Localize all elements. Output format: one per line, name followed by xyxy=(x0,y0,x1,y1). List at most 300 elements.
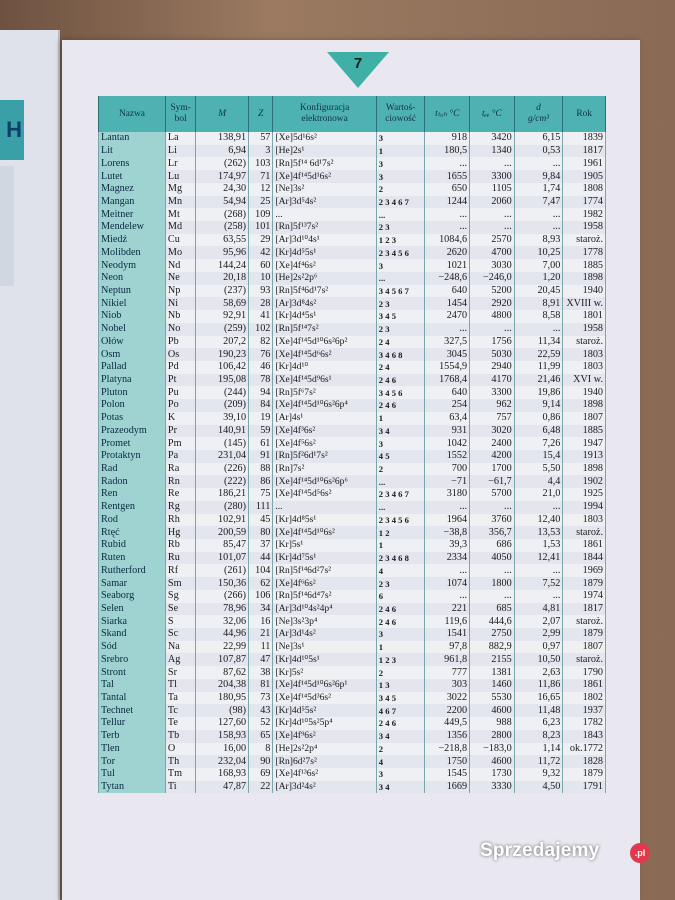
row-z: 45 xyxy=(249,514,273,527)
row-boiling: 1756 xyxy=(470,336,515,349)
row-melting: 63,4 xyxy=(425,412,470,425)
row-name: Tlen xyxy=(99,743,166,756)
row-year: 1803 xyxy=(563,361,606,374)
row-z: 111 xyxy=(249,501,273,514)
row-symbol: Nd xyxy=(165,259,195,272)
row-config: [Rn]5f²6d¹7s² xyxy=(273,450,376,463)
row-config: [Xe]4f¹⁴5d³6s² xyxy=(273,692,376,705)
row-config: [He]2s²2p⁶ xyxy=(273,272,376,285)
table-row xyxy=(99,628,606,641)
row-melting: 1545 xyxy=(425,768,470,781)
row-density: ... xyxy=(514,590,563,603)
row-density: ... xyxy=(514,501,563,514)
row-melting: 931 xyxy=(425,425,470,438)
row-name: Ruten xyxy=(99,552,166,565)
header-boiling: tₑₑ °C xyxy=(470,96,515,132)
row-boiling: ... xyxy=(470,323,515,336)
table-row xyxy=(99,475,606,488)
left-page-strip xyxy=(0,166,14,286)
row-valence: 2 3 xyxy=(376,577,425,590)
row-mass: 16,00 xyxy=(196,743,249,756)
row-name: Terb xyxy=(99,730,166,743)
row-density: 8,91 xyxy=(514,297,563,310)
table-header-row xyxy=(99,96,606,132)
row-density: ... xyxy=(514,564,563,577)
row-melting: 1244 xyxy=(425,196,470,209)
table-row xyxy=(99,374,606,387)
row-z: 21 xyxy=(249,628,273,641)
row-z: 29 xyxy=(249,234,273,247)
row-melting: 1042 xyxy=(425,437,470,450)
row-symbol: Rh xyxy=(165,514,195,527)
row-symbol: Sc xyxy=(165,628,195,641)
row-boiling: ... xyxy=(470,590,515,603)
row-valence: 1 2 3 xyxy=(376,234,425,247)
row-melting: 1669 xyxy=(425,781,470,794)
row-melting: 700 xyxy=(425,463,470,476)
row-melting: 119,6 xyxy=(425,615,470,628)
row-config: [Rn]5f¹⁴6d²7s² xyxy=(273,564,376,577)
row-boiling: 2800 xyxy=(470,730,515,743)
row-z: 86 xyxy=(249,475,273,488)
table-row xyxy=(99,526,606,539)
row-melting: 1541 xyxy=(425,628,470,641)
row-melting: ... xyxy=(425,501,470,514)
row-name: Pluton xyxy=(99,386,166,399)
row-symbol: Md xyxy=(165,221,195,234)
row-density: 1,14 xyxy=(514,743,563,756)
row-year: 1808 xyxy=(563,183,606,196)
row-symbol: Ta xyxy=(165,692,195,705)
row-melting: 3022 xyxy=(425,692,470,705)
row-boiling: 2155 xyxy=(470,653,515,666)
row-mass: 92,91 xyxy=(196,310,249,323)
row-density: 10,25 xyxy=(514,246,563,259)
row-config: [Rn]6d²7s² xyxy=(273,755,376,768)
row-year: 1902 xyxy=(563,475,606,488)
row-symbol: Te xyxy=(165,717,195,730)
row-config: [Kr]5s² xyxy=(273,666,376,679)
table-row xyxy=(99,603,606,616)
row-name: Tal xyxy=(99,679,166,692)
row-z: 3 xyxy=(249,145,273,158)
row-z: 75 xyxy=(249,488,273,501)
row-year: 1774 xyxy=(563,196,606,209)
row-boiling: 2400 xyxy=(470,437,515,450)
row-name: Lit xyxy=(99,145,166,158)
table-row xyxy=(99,246,606,259)
row-name: Siarka xyxy=(99,615,166,628)
row-melting: 254 xyxy=(425,399,470,412)
row-density: 16,65 xyxy=(514,692,563,705)
row-config: [Xe]4f¹⁴5d⁵6s² xyxy=(273,488,376,501)
row-mass: 180,95 xyxy=(196,692,249,705)
row-mass: 39,10 xyxy=(196,412,249,425)
row-z: 46 xyxy=(249,361,273,374)
row-boiling: 1730 xyxy=(470,768,515,781)
row-mass: 158,93 xyxy=(196,730,249,743)
row-year: 1947 xyxy=(563,437,606,450)
row-config: [Xe]4f¹⁴5d¹⁰6s²6p⁴ xyxy=(273,399,376,412)
row-z: 41 xyxy=(249,310,273,323)
row-melting: 221 xyxy=(425,603,470,616)
row-melting: −71 xyxy=(425,475,470,488)
watermark: Sprzedajemy xyxy=(480,840,600,861)
table-row xyxy=(99,348,606,361)
row-melting: 1074 xyxy=(425,577,470,590)
table-row xyxy=(99,743,606,756)
row-valence: 3 xyxy=(376,157,425,170)
row-melting: 327,5 xyxy=(425,336,470,349)
row-z: 11 xyxy=(249,641,273,654)
row-name: Tantal xyxy=(99,692,166,705)
row-symbol: Na xyxy=(165,641,195,654)
row-z: 76 xyxy=(249,348,273,361)
row-symbol: Ti xyxy=(165,781,195,794)
row-density: 8,58 xyxy=(514,310,563,323)
row-valence: 1 2 3 xyxy=(376,653,425,666)
row-boiling: 3030 xyxy=(470,259,515,272)
row-mass: 32,06 xyxy=(196,615,249,628)
row-symbol: Pt xyxy=(165,374,195,387)
row-year: 1801 xyxy=(563,310,606,323)
row-melting: 777 xyxy=(425,666,470,679)
row-boiling: 4600 xyxy=(470,755,515,768)
row-z: 62 xyxy=(249,577,273,590)
table-row xyxy=(99,272,606,285)
row-valence: 2 3 4 6 7 xyxy=(376,488,425,501)
row-z: 71 xyxy=(249,170,273,183)
row-melting: 1552 xyxy=(425,450,470,463)
row-boiling: −246,0 xyxy=(470,272,515,285)
row-name: Prazeodym xyxy=(99,425,166,438)
header-density: d g/cm³ xyxy=(514,96,563,132)
table-row xyxy=(99,170,606,183)
row-valence: 3 xyxy=(376,170,425,183)
row-valence: 1 xyxy=(376,412,425,425)
row-density: 4,4 xyxy=(514,475,563,488)
row-config: [Ne]3s²3p⁴ xyxy=(273,615,376,628)
row-z: 82 xyxy=(249,336,273,349)
row-valence: 2 3 4 6 7 xyxy=(376,196,425,209)
row-density: 10,50 xyxy=(514,653,563,666)
row-symbol: Tb xyxy=(165,730,195,743)
table-body xyxy=(99,132,606,793)
row-symbol: Ag xyxy=(165,653,195,666)
row-name: Polon xyxy=(99,399,166,412)
row-symbol: La xyxy=(165,132,195,145)
row-symbol: Ni xyxy=(165,297,195,310)
row-mass: (261) xyxy=(196,564,249,577)
row-year: staroż. xyxy=(563,615,606,628)
header-z: Z xyxy=(249,96,273,132)
row-valence: 2 xyxy=(376,183,425,196)
row-melting: 2470 xyxy=(425,310,470,323)
row-symbol: Po xyxy=(165,399,195,412)
row-mass: 200,59 xyxy=(196,526,249,539)
row-config: [Kr]4d¹⁰5s²5p⁴ xyxy=(273,717,376,730)
row-boiling: 685 xyxy=(470,603,515,616)
row-config: [Ar]3d⁵4s² xyxy=(273,196,376,209)
row-melting: 2200 xyxy=(425,704,470,717)
row-boiling: 4700 xyxy=(470,246,515,259)
row-config: [Rn]5f⁶7s² xyxy=(273,386,376,399)
row-valence: 2 4 6 xyxy=(376,717,425,730)
row-name: Pallad xyxy=(99,361,166,374)
row-mass: 138,91 xyxy=(196,132,249,145)
table-row xyxy=(99,437,606,450)
row-year: 1803 xyxy=(563,514,606,527)
row-valence: 3 xyxy=(376,768,425,781)
row-mass: (222) xyxy=(196,475,249,488)
row-year: 1817 xyxy=(563,145,606,158)
table-row xyxy=(99,692,606,705)
row-config: [Xe]4f¹⁴5d¹⁰6s²6p² xyxy=(273,336,376,349)
row-melting: 180,5 xyxy=(425,145,470,158)
row-density: 4,81 xyxy=(514,603,563,616)
row-mass: 6,94 xyxy=(196,145,249,158)
row-z: 61 xyxy=(249,437,273,450)
row-config: [Kr]5s¹ xyxy=(273,539,376,552)
row-name: Tytan xyxy=(99,781,166,794)
row-boiling: 3300 xyxy=(470,386,515,399)
row-density: 6,15 xyxy=(514,132,563,145)
row-name: Seaborg xyxy=(99,590,166,603)
row-config: ... xyxy=(273,501,376,514)
table-row xyxy=(99,450,606,463)
header-year: Rok xyxy=(563,96,606,132)
row-valence: 3 4 5 xyxy=(376,310,425,323)
row-mass: 186,21 xyxy=(196,488,249,501)
row-config: [Xe]4f¹⁴5d⁹6s¹ xyxy=(273,374,376,387)
row-z: 78 xyxy=(249,374,273,387)
row-config: [Ar]3d¹⁰4s²4p⁴ xyxy=(273,603,376,616)
row-melting: ... xyxy=(425,157,470,170)
row-density: 9,14 xyxy=(514,399,563,412)
row-density: 11,34 xyxy=(514,336,563,349)
row-z: 73 xyxy=(249,692,273,705)
row-name: Ren xyxy=(99,488,166,501)
row-z: 106 xyxy=(249,590,273,603)
row-melting: 961,8 xyxy=(425,653,470,666)
row-melting: −38,8 xyxy=(425,526,470,539)
row-config: [Xe]4f⁹6s² xyxy=(273,730,376,743)
row-symbol: Lu xyxy=(165,170,195,183)
row-density: 6,48 xyxy=(514,425,563,438)
row-z: 28 xyxy=(249,297,273,310)
row-year: 1807 xyxy=(563,641,606,654)
table-row xyxy=(99,666,606,679)
row-config: [Ar]3d⁸4s² xyxy=(273,297,376,310)
table-row xyxy=(99,590,606,603)
row-melting: 1084,6 xyxy=(425,234,470,247)
row-config: [Xe]4f¹³6s² xyxy=(273,768,376,781)
row-boiling: 1460 xyxy=(470,679,515,692)
row-year: ok.1772 xyxy=(563,743,606,756)
row-boiling: ... xyxy=(470,208,515,221)
row-density: 7,00 xyxy=(514,259,563,272)
row-density: 2,63 xyxy=(514,666,563,679)
row-mass: 22,99 xyxy=(196,641,249,654)
row-symbol: O xyxy=(165,743,195,756)
row-valence: 4 xyxy=(376,755,425,768)
row-symbol: Rg xyxy=(165,501,195,514)
row-name: Srebro xyxy=(99,653,166,666)
row-config: [Ar]3d¹4s² xyxy=(273,628,376,641)
row-mass: 204,38 xyxy=(196,679,249,692)
row-density: 11,72 xyxy=(514,755,563,768)
row-valence: 3 4 xyxy=(376,781,425,794)
row-config: [Ar]3d²4s² xyxy=(273,781,376,794)
row-symbol: Rf xyxy=(165,564,195,577)
table-row xyxy=(99,730,606,743)
row-density: ... xyxy=(514,157,563,170)
row-z: 93 xyxy=(249,285,273,298)
row-density: 9,32 xyxy=(514,768,563,781)
row-z: 109 xyxy=(249,208,273,221)
table-row xyxy=(99,463,606,476)
row-boiling: 1800 xyxy=(470,577,515,590)
row-name: Meitner xyxy=(99,208,166,221)
row-z: 81 xyxy=(249,679,273,692)
row-valence: 3 4 xyxy=(376,730,425,743)
row-mass: 107,87 xyxy=(196,653,249,666)
row-config: [He]2s²2p⁴ xyxy=(273,743,376,756)
row-symbol: Ra xyxy=(165,463,195,476)
row-year: 1898 xyxy=(563,272,606,285)
row-z: 104 xyxy=(249,564,273,577)
row-symbol: Rb xyxy=(165,539,195,552)
row-symbol: S xyxy=(165,615,195,628)
row-config: [Rn]5f¹³7s² xyxy=(273,221,376,234)
row-valence: 2 3 xyxy=(376,221,425,234)
table-row xyxy=(99,157,606,170)
row-config: [Xe]4f¹⁴5d¹⁰6s² xyxy=(273,526,376,539)
row-mass: 140,91 xyxy=(196,425,249,438)
row-symbol: Li xyxy=(165,145,195,158)
row-config: [Kr]4d¹⁰ xyxy=(273,361,376,374)
row-mass: (262) xyxy=(196,157,249,170)
row-valence: 2 3 xyxy=(376,297,425,310)
row-mass: 20,18 xyxy=(196,272,249,285)
row-symbol: Pa xyxy=(165,450,195,463)
row-name: Miedź xyxy=(99,234,166,247)
row-boiling: 3760 xyxy=(470,514,515,527)
row-year: 1790 xyxy=(563,666,606,679)
row-z: 22 xyxy=(249,781,273,794)
row-melting: 2334 xyxy=(425,552,470,565)
left-page-letter: H xyxy=(0,100,24,160)
row-symbol: Sm xyxy=(165,577,195,590)
row-symbol: Tc xyxy=(165,704,195,717)
row-config: [Rn]5f¹⁴ 6d¹7s² xyxy=(273,157,376,170)
row-valence: 3 4 xyxy=(376,425,425,438)
row-mass: (258) xyxy=(196,221,249,234)
header-symbol: Sym- bol xyxy=(165,96,195,132)
row-symbol: Th xyxy=(165,755,195,768)
row-valence: 2 xyxy=(376,463,425,476)
row-year: staroż. xyxy=(563,234,606,247)
row-mass: (244) xyxy=(196,386,249,399)
row-year: 1925 xyxy=(563,488,606,501)
row-density: 7,26 xyxy=(514,437,563,450)
row-symbol: Se xyxy=(165,603,195,616)
table-row xyxy=(99,323,606,336)
row-mass: 232,04 xyxy=(196,755,249,768)
row-melting: 650 xyxy=(425,183,470,196)
row-symbol: Mo xyxy=(165,246,195,259)
row-year: 1940 xyxy=(563,285,606,298)
row-valence: 3 4 5 6 xyxy=(376,386,425,399)
row-boiling: 3300 xyxy=(470,170,515,183)
row-valence: ... xyxy=(376,208,425,221)
row-year: 1913 xyxy=(563,450,606,463)
row-config: [Xe]4f¹⁴5d¹⁰6s²6p⁶ xyxy=(273,475,376,488)
row-year: 1940 xyxy=(563,386,606,399)
row-year: 1969 xyxy=(563,564,606,577)
row-z: 12 xyxy=(249,183,273,196)
row-name: Nikiel xyxy=(99,297,166,310)
row-z: 42 xyxy=(249,246,273,259)
row-boiling: 1105 xyxy=(470,183,515,196)
row-name: Stront xyxy=(99,666,166,679)
row-name: Potas xyxy=(99,412,166,425)
row-melting: ... xyxy=(425,323,470,336)
row-melting: ... xyxy=(425,564,470,577)
row-valence: 4 5 xyxy=(376,450,425,463)
row-mass: 150,36 xyxy=(196,577,249,590)
row-symbol: No xyxy=(165,323,195,336)
page-number: 7 xyxy=(353,55,363,72)
row-symbol: Mt xyxy=(165,208,195,221)
row-config: [Xe]4f⁶6s² xyxy=(273,577,376,590)
row-year: 1839 xyxy=(563,132,606,145)
row-boiling: 2750 xyxy=(470,628,515,641)
row-name: Niob xyxy=(99,310,166,323)
row-density: 8,23 xyxy=(514,730,563,743)
row-year: 1885 xyxy=(563,425,606,438)
row-mass: (268) xyxy=(196,208,249,221)
row-boiling: 4200 xyxy=(470,450,515,463)
row-name: Lorens xyxy=(99,157,166,170)
row-name: Neon xyxy=(99,272,166,285)
row-boiling: 757 xyxy=(470,412,515,425)
row-mass: 174,97 xyxy=(196,170,249,183)
row-year: 1807 xyxy=(563,412,606,425)
row-mass: 168,93 xyxy=(196,768,249,781)
row-year: 1958 xyxy=(563,221,606,234)
row-valence: 4 xyxy=(376,564,425,577)
row-boiling: 3020 xyxy=(470,425,515,438)
row-boiling: ... xyxy=(470,564,515,577)
row-name: Mendelew xyxy=(99,221,166,234)
row-boiling: 4050 xyxy=(470,552,515,565)
row-valence: 3 xyxy=(376,132,425,145)
row-valence: 1 2 xyxy=(376,526,425,539)
row-density: 22,59 xyxy=(514,348,563,361)
row-valence: 3 xyxy=(376,259,425,272)
row-z: 101 xyxy=(249,221,273,234)
table-row xyxy=(99,564,606,577)
row-density: 21,0 xyxy=(514,488,563,501)
table-row xyxy=(99,552,606,565)
row-melting: −248,6 xyxy=(425,272,470,285)
header-melting: tₜₒₕ °C xyxy=(425,96,470,132)
row-z: 59 xyxy=(249,425,273,438)
row-z: 8 xyxy=(249,743,273,756)
row-density: 4,50 xyxy=(514,781,563,794)
row-symbol: K xyxy=(165,412,195,425)
